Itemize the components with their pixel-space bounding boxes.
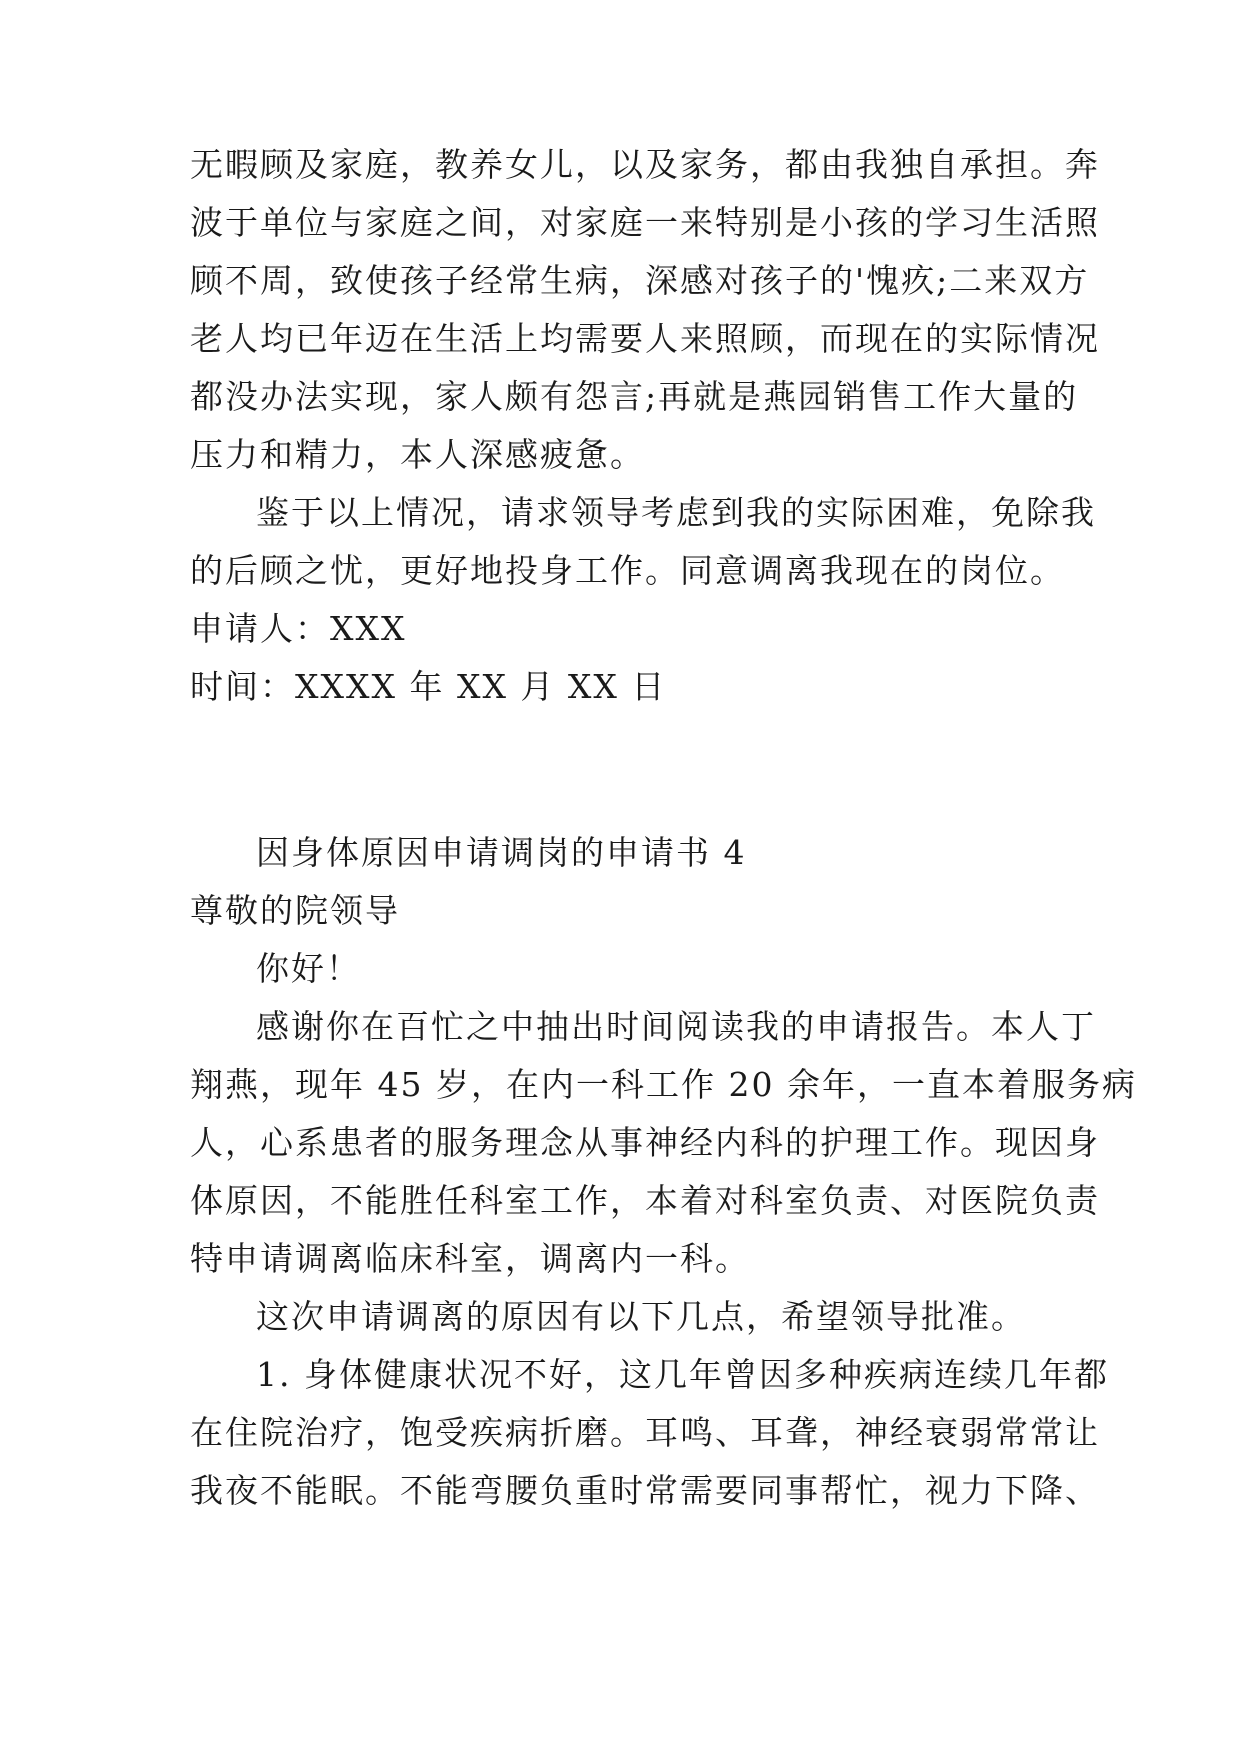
text-line: 1. 身体健康状况不好，这几年曾因多种疾病连续几年都 <box>256 1355 1109 1394</box>
text-line: 压力和精力，本人深感疲惫。 <box>190 435 645 474</box>
salutation: 尊敬的院领导 <box>190 891 400 930</box>
text-line: 体原因，不能胜任科室工作，本着对科室负责、对医院负责 <box>190 1181 1100 1220</box>
text-line: 鉴于以上情况，请求领导考虑到我的实际困难，免除我 <box>256 493 1096 532</box>
text-line: 顾不周，致使孩子经常生病，深感对孩子的'愧疚;二来双方 <box>190 261 1090 300</box>
text-line: 在住院治疗，饱受疾病折磨。耳鸣、耳聋，神经衰弱常常让 <box>190 1413 1100 1452</box>
text-line: 都没办法实现，家人颇有怨言;再就是燕园销售工作大量的 <box>190 377 1079 416</box>
text-line: 这次申请调离的原因有以下几点，希望领导批准。 <box>256 1297 1026 1336</box>
text-line: 无暇顾及家庭，教养女儿，以及家务，都由我独自承担。奔 <box>190 145 1100 184</box>
section-title: 因身体原因申请调岗的申请书 4 <box>256 833 747 872</box>
greeting: 你好！ <box>256 949 361 988</box>
text-line: 老人均已年迈在生活上均需要人来照顾，而现在的实际情况 <box>190 319 1100 358</box>
text-line: 的后顾之忧，更好地投身工作。同意调离我现在的岗位。 <box>190 551 1065 590</box>
text-line: 波于单位与家庭之间，对家庭一来特别是小孩的学习生活照 <box>190 203 1100 242</box>
text-line: 感谢你在百忙之中抽出时间阅读我的申请报告。本人丁 <box>256 1007 1096 1046</box>
text-line: 人，心系患者的服务理念从事神经内科的护理工作。现因身 <box>190 1123 1100 1162</box>
text-line: 翔燕，现年 45 岁，在内一科工作 20 余年，一直本着服务病 <box>190 1065 1137 1104</box>
text-line: 特申请调离临床科室，调离内一科。 <box>190 1239 750 1278</box>
text-line: 我夜不能眠。不能弯腰负重时常需要同事帮忙，视力下降、 <box>190 1471 1100 1510</box>
date-line: 时间：XXXX 年 XX 月 XX 日 <box>190 667 667 706</box>
applicant-line: 申请人：XXX <box>190 609 407 648</box>
